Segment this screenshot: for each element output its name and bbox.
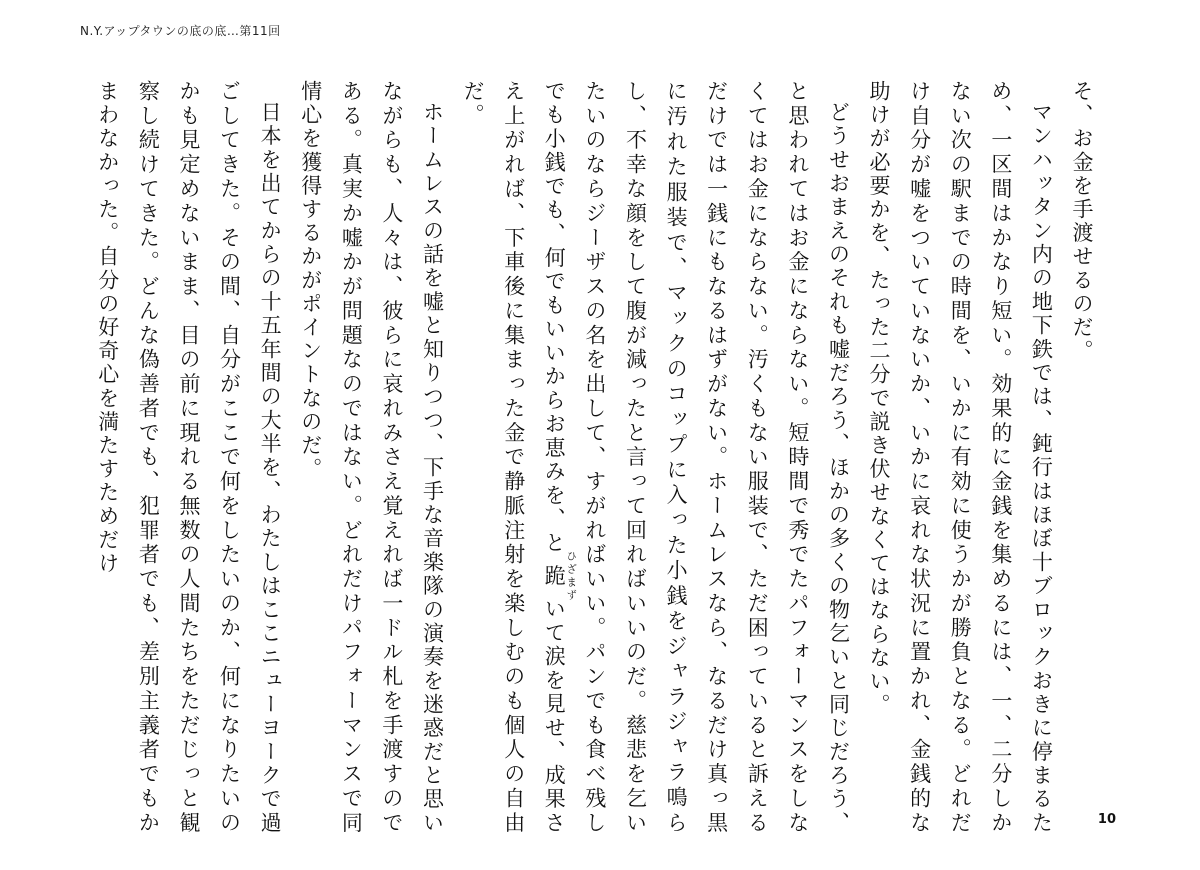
page-number: 10 [1097,812,1116,827]
ruby-annotation: 跪 ひざまず [542,550,578,603]
paragraph: そ、お金を手渡せるのだ。 [1070,80,1094,364]
ruby-reading: ひざまず [565,550,578,603]
paragraph: どうせおまえのそれも嘘だろう、ほかの多くの物乞いと同じだろう、と思われてはお金にならない。短時間で秀でたパフォーマンスをしなくてはお金にならない。汚くもない服装で、ただ困っていると訴えるだけでは一銭にもなるはずがない。ホームレスなら、なるだけ真っ黒に汚れた服装で、マックのコップに入った小銭をジャラジャラ鳴らし、不幸な顔をして腹が減ったと言って回ればいいのだ。慈悲を乞いたいのならジーザスの名を出して、すがればいい。パンでも食べ残しでも小銭でも、何でもいいからお恵みを、と跪 ひざまずいて涙を見せ、成果さえ上がれば、下車後に集まった金で静脈注射を楽しむのも個人の自由だ。 [461,80,851,835]
paragraph: マンハッタン内の地下鉄では、鈍行はほぼ十ブロックおきに停まるため、一区間はかなり短い。効果的に金銭を集めるには、一、二分しかない次の駅までの時間を、いかに有効に使うかが勝負となる。どれだけ自分が嘘をついていないか、いかに哀れな状況に置かれ、金銭的な助けが必要かを、たった二分で説き伏せなくてはならない。 [867,80,1054,835]
body-text [87,80,1102,835]
paragraph: 日本を出てからの十五年間の大半を、わたしはここニューヨークで過ごしてきた。その間、自分がここで何をしたいのか、何になりたいのかも見定めないまま、目の前に現れる無数の人間たちをただじっと観察し続けてきた。どんな偽善者でも、犯罪者でも、差別主義者でもかまわなかった。自分の好奇心を満たすためだけ [95,80,283,835]
running-header: N.Y.アップタウンの底の底…第11回 [80,24,281,38]
paragraph: ホームレスの話を嘘と知りつつ、下手な音楽隊の演奏を迷惑だと思いながらも、人々は、彼らに哀れみさえ覚えれば一ドル札を手渡すのである。真実か嘘かが問題なのではない。どれだけパフォーマンスで同情心を獲得するかがポイントなのだ。 [298,80,445,835]
